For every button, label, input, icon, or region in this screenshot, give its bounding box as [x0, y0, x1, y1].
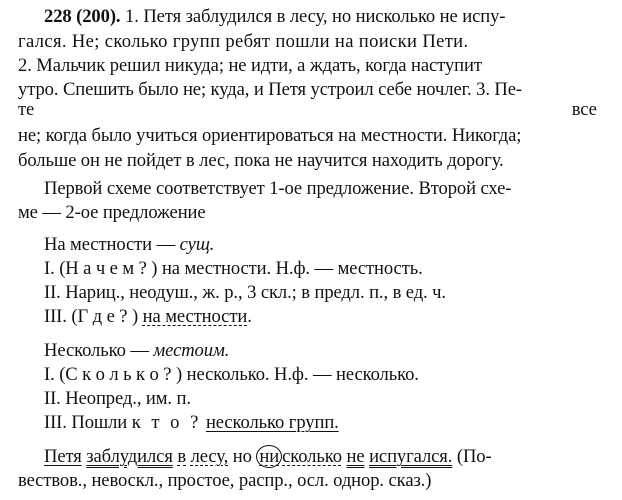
- sentence-tail: (По-: [456, 446, 492, 467]
- analysis1-question-3: (Г д е ? ): [71, 306, 139, 327]
- analysis2-text-1: несколько. Н.ф. — несколько.: [186, 364, 419, 385]
- analysis2-line-1: [44, 364, 419, 386]
- circumstance-prep: в: [177, 446, 187, 467]
- analysis1-question-1: (Н а ч е м ? ): [59, 258, 158, 279]
- analysis1-heading: [44, 234, 214, 256]
- circumstance-word: лесу,: [190, 446, 229, 467]
- predicate-word-2: испугался.: [369, 446, 453, 467]
- analysis1-line-1: [44, 258, 423, 280]
- subject-word: Петя: [44, 446, 82, 467]
- particle-word: не: [346, 446, 365, 467]
- scheme-line-1: Первой схеме соответствует 1-ое предложение. Второй схе-: [44, 178, 512, 199]
- sentence-line-1: [44, 446, 492, 468]
- analysis2-word: Несколько —: [44, 340, 149, 361]
- analysis2-question-3: к т о ?: [131, 412, 202, 433]
- analysis2-line-2: II. Неопред., им. п.: [44, 388, 191, 409]
- analysis2-pos: местоим.: [153, 340, 230, 361]
- exercise-line-6: не; когда было учиться ориентироваться на местности. Никогда;: [18, 125, 522, 146]
- exercise-number: 228 (200).: [44, 6, 121, 27]
- predicate-word: заблудился: [86, 446, 173, 467]
- exercise-line-4: утро. Спешить было не; куда, и Петя устроил себе ночлег. 3. Пе-: [18, 79, 522, 100]
- analysis1-line-2: II. Нариц., неодуш., ж. р., 3 скл.; в предл. п., в ед. ч.: [44, 282, 446, 303]
- adverb-word: [256, 445, 342, 468]
- scheme-line-2: ме — 2-ое предложение: [18, 202, 206, 223]
- exercise-line-5: те все: [18, 99, 597, 120]
- analysis2-heading: [44, 340, 229, 362]
- exercise-line-3: 2. Мальчик решил никуда; не идти, а ждать, когда наступит: [18, 55, 482, 76]
- analysis1-period: .: [247, 306, 252, 327]
- analysis2-line-3: [44, 412, 339, 434]
- exercise-line-1: [44, 6, 505, 28]
- analysis1-line-3: [44, 306, 252, 328]
- exercise-line-2: гался. Не; сколько групп ребят пошли на поиски Пети.: [18, 31, 469, 52]
- adverb-rest: сколько: [282, 446, 342, 467]
- roman-one-2: I.: [44, 364, 55, 385]
- exercise-text-1: 1. Петя заблудился в лесу, но нисколько не испу-: [125, 6, 506, 27]
- analysis1-pos: сущ.: [179, 234, 215, 255]
- roman-three: III.: [44, 306, 67, 327]
- analysis1-word: На местности —: [44, 234, 176, 255]
- analysis2-phrase: несколько групп.: [205, 412, 339, 433]
- analysis2-question-1: (С к о л ь к о ? ): [59, 364, 183, 385]
- conjunction-word: но: [232, 446, 252, 467]
- analysis1-text-1: на местности. Н.ф. — местность.: [161, 258, 423, 279]
- exercise-line-7: больше он не пойдет в лес, пока не научится находить дорогу.: [18, 150, 504, 171]
- sentence-line-2: вествов., невоскл., простое, распр., осл. однор. сказ.): [18, 470, 432, 491]
- analysis1-phrase: на местности: [142, 306, 248, 327]
- prefix-circle: ни: [256, 445, 282, 468]
- roman-one: I.: [44, 258, 55, 279]
- analysis2-pre: III. Пошли: [44, 412, 128, 433]
